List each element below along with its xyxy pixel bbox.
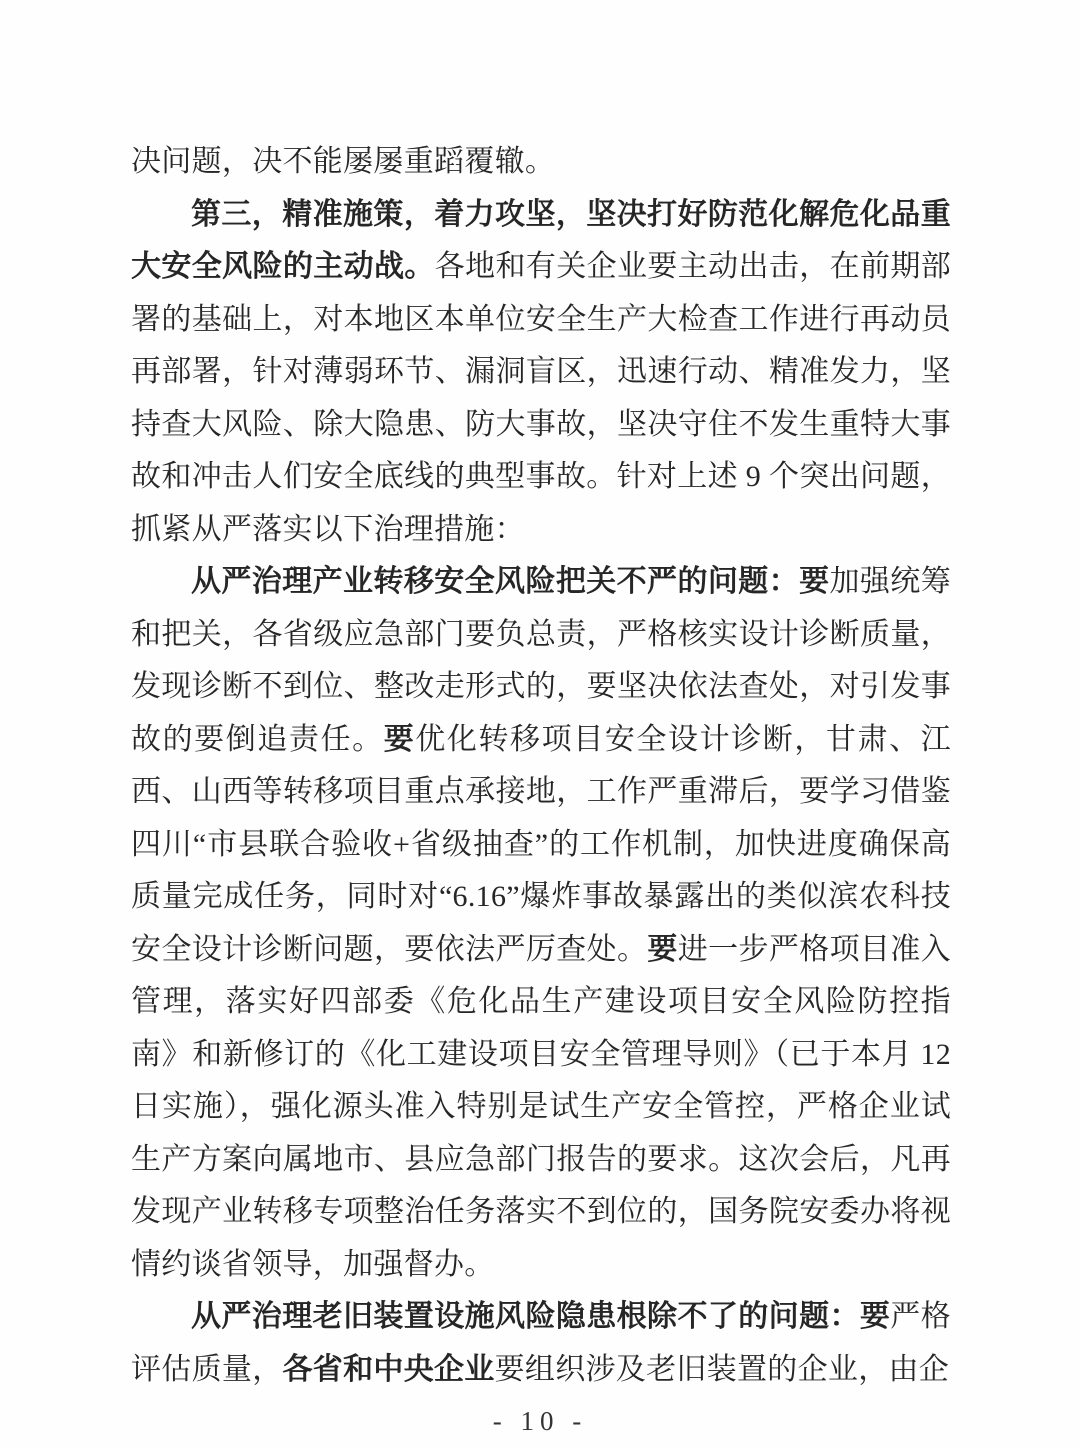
text-run: 加强统筹和把关，各省级应急部门要负总责，严格核实设计诊断质量，发现诊断不到位、整改走形式的，要坚决依法查处，对引发事故的要倒追责任。 <box>131 565 951 756</box>
text-run-bold: 从严治理产业转移安全风险把关不严的问题：要 <box>191 565 830 598</box>
paragraph <box>131 136 951 189</box>
text-run-bold: 要 <box>647 932 678 966</box>
text-run-bold: 要 <box>383 722 416 756</box>
text-run-bold: 从严治理老旧装置设施风险隐患根除不了的问题：要 <box>191 1300 891 1333</box>
page-number: - 10 - <box>492 1406 588 1436</box>
text-run: 要组织涉及老旧装置的企业，由企 <box>494 1352 950 1386</box>
text-run: 各地和有关企业要主动出击，在前期部署的基础上，对本地区本单位安全生产大检查工作进行再动员再部署，针对薄弱环节、漏洞盲区，迅速行动、精准发力，坚持查大风险、除大隐患、防大事故，坚决守住不发生重特大事故和冲击人们安全底线的典型事故。针对上述 9 个突出问题，抓紧从严落实以下治理措施： <box>131 250 951 546</box>
text-run: 严格评估质量， <box>131 1300 951 1386</box>
paragraph <box>131 189 951 557</box>
document-body <box>131 136 951 1396</box>
text-run: 优化转移项目安全设计诊断，甘肃、江西、山西等转移项目重点承接地，工作严重滞后，要学习借鉴四川“市县联合验收+省级抽查”的工作机制，加快进度确保高质量完成任务，同时对“6.16”爆炸事故暴露出的类似滨农科技安全设计诊断问题，要依法严厉查处。 <box>131 722 951 966</box>
text-run: 进一步严格项目准入管理，落实好四部委《危化品生产建设项目安全风险防控指南》和新修订的《化工建设项目安全管理导则》（已于本月 12 日实施），强化源头准入特别是试生产安全管控，严格企业试生产方案向属地市、县应急部门报告的要求。这次会后，凡再发现产业转移专项整治任务落实不到位的，国务院安委办将视情约谈省领导，加强督办。 <box>131 932 951 1281</box>
text-run-bold: 各省和中央企业 <box>282 1352 495 1386</box>
text-run: 决问题，决不能屡屡重蹈覆辙。 <box>131 145 556 178</box>
paragraph <box>131 556 951 1291</box>
text-run-bold: 第三，精准施策，着力攻坚，坚决打好防范化解危化品重大安全风险的主动战。 <box>131 197 951 283</box>
paragraph <box>131 1291 951 1396</box>
